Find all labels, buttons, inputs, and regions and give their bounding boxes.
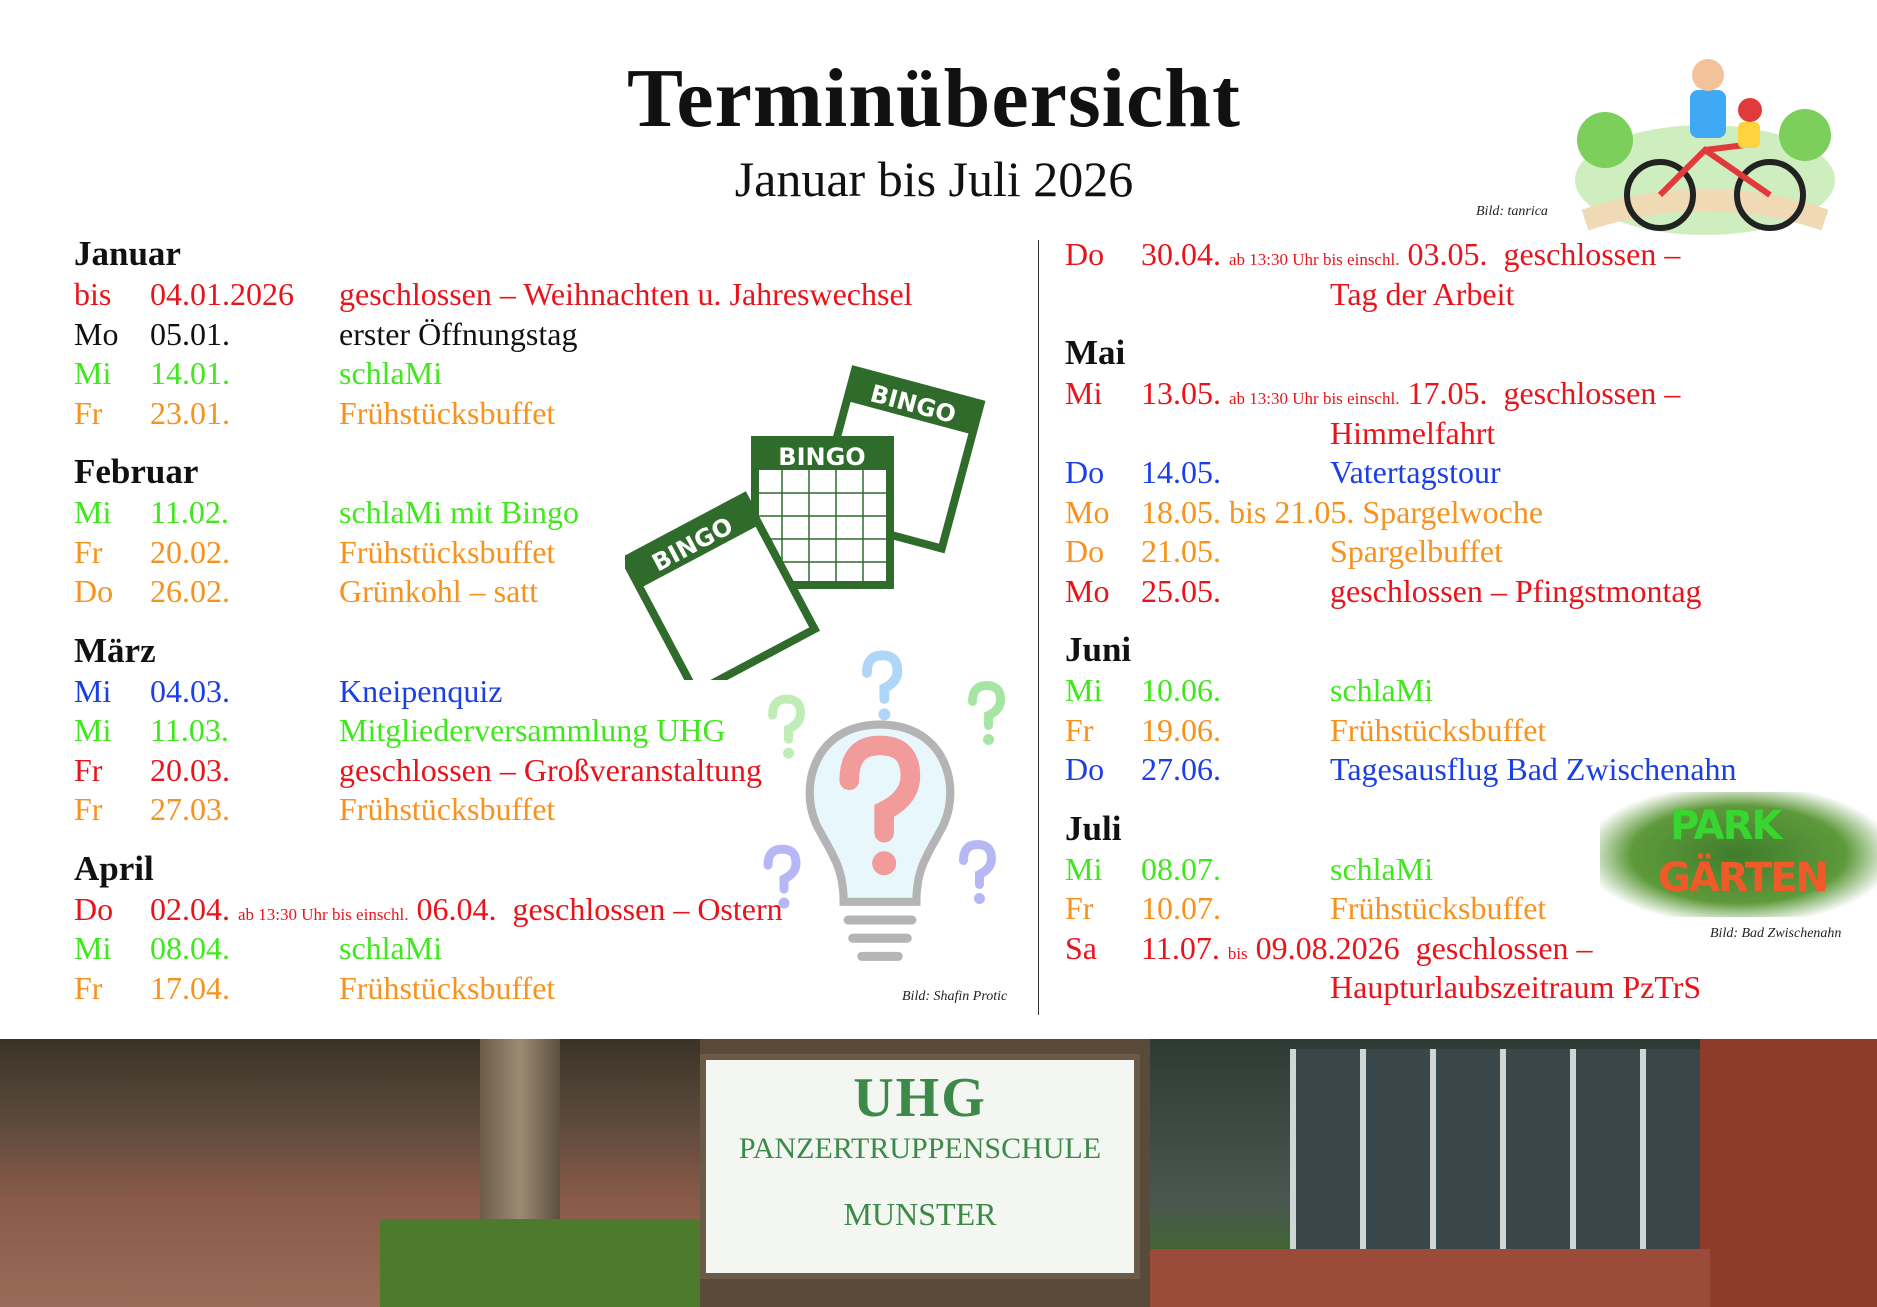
event-date: 14.05. — [1141, 454, 1221, 490]
event-date: 17.04. — [150, 969, 230, 1006]
bulb-credit: Bild: Shafin Protic — [902, 989, 1008, 1004]
event-weekday: Fr — [74, 751, 103, 788]
event-date: 19.06. — [1141, 711, 1221, 748]
event-title: erster Öffnungstag — [339, 315, 578, 352]
event-title: schlaMi — [1330, 850, 1434, 887]
event-row — [1065, 750, 1865, 790]
page-title: Terminübersicht — [627, 52, 1241, 145]
event-row — [1065, 532, 1865, 572]
event-date: 25.05. — [1141, 572, 1221, 609]
event-title: Frühstücksbuffet — [339, 791, 556, 827]
event-weekday: Mo — [1065, 572, 1110, 609]
event-weekday: Do — [1065, 454, 1105, 490]
event-date: 04.03. — [150, 672, 230, 709]
event-row-continuation — [1065, 414, 1865, 454]
event-row — [1065, 850, 1865, 890]
event-weekday: Mi — [74, 712, 112, 748]
event-date: 20.03. — [150, 751, 230, 788]
event-date: 30.04. — [1141, 236, 1221, 272]
event-date: 10.07. — [1141, 890, 1221, 926]
event-title-continued: Haupturlaubszeitraum PzTrS — [1330, 969, 1702, 1005]
event-weekday: Fr — [1065, 890, 1094, 926]
event-weekday: Mi — [74, 930, 112, 966]
event-date: 23.01. — [150, 394, 230, 431]
event-date: 04.01.2026 — [150, 276, 294, 312]
event-date: 21.05. — [1141, 533, 1221, 569]
event-row — [1065, 711, 1865, 751]
event-row — [1065, 671, 1865, 711]
event-title: schlaMi — [339, 355, 443, 391]
sign-line2: MUNSTER — [843, 1196, 997, 1232]
month-heading: April — [74, 848, 154, 888]
event-date: 13.05. — [1141, 375, 1221, 411]
event-title: Frühstücksbuffet — [339, 533, 556, 570]
event-title: Kneipenquiz — [339, 672, 503, 709]
event-row — [74, 929, 1034, 969]
event-row — [1065, 374, 1865, 414]
event-title: Vatertagstour — [1330, 454, 1501, 490]
event-row — [74, 890, 1034, 930]
park-word: PARK — [1670, 803, 1781, 849]
gaerten-word: GÄRTEN — [1658, 855, 1827, 901]
event-title: Spargelbuffet — [1330, 533, 1503, 569]
event-title: geschlossen – Weihnachten u. Jahreswechsel — [339, 276, 913, 312]
schedule-column-left — [74, 233, 1034, 1008]
event-date: 14.01. — [150, 355, 230, 391]
event-date-range — [150, 890, 783, 935]
event-weekday: Mi — [74, 355, 112, 391]
event-weekday: Mi — [74, 494, 112, 530]
event-row — [74, 790, 1034, 830]
event-end-date: 03.05. — [1407, 236, 1488, 272]
event-row — [74, 315, 1034, 355]
event-row — [74, 969, 1034, 1009]
event-row — [74, 493, 1034, 533]
event-date: 11.02. — [150, 494, 229, 530]
event-row — [1065, 572, 1865, 612]
event-row — [1065, 929, 1865, 969]
month-heading: März — [74, 630, 156, 670]
sign-line1: PANZERTRUPPENSCHULE — [738, 1132, 1102, 1165]
event-title: schlaMi mit Bingo — [339, 494, 579, 530]
event-time-note: ab 13:30 Uhr bis einschl. — [1229, 250, 1400, 269]
event-title: Frühstücksbuffet — [1330, 890, 1547, 926]
event-row — [1065, 235, 1865, 275]
event-weekday: Mi — [1065, 375, 1103, 411]
event-weekday: Mo — [74, 315, 119, 352]
event-row — [1065, 453, 1865, 493]
cyclist-credit: Bild: tanrica — [1476, 204, 1548, 219]
event-row — [74, 751, 1034, 791]
event-date-range — [1141, 929, 1593, 974]
event-date: 08.07. — [1141, 850, 1221, 887]
uhg-sign — [700, 1054, 1140, 1279]
event-time-note: ab 13:30 Uhr bis einschl. — [1229, 389, 1400, 408]
event-row — [74, 672, 1034, 712]
month-heading: Mai — [1065, 333, 1126, 372]
event-weekday: Mi — [1065, 672, 1103, 708]
event-end-date: 17.05. — [1407, 375, 1488, 411]
event-row — [74, 572, 1034, 612]
event-row — [1065, 889, 1865, 929]
event-time-note: ab 13:30 Uhr bis einschl. — [238, 904, 409, 924]
event-weekday: Mi — [1065, 850, 1103, 887]
event-title-continued: Tag der Arbeit — [1330, 275, 1515, 312]
event-title: geschlossen – Ostern — [512, 890, 783, 927]
event-title: geschlossen – Pfingstmontag — [1330, 572, 1702, 609]
event-row-continuation — [1065, 275, 1865, 315]
event-title: Frühstücksbuffet — [1330, 711, 1547, 748]
event-weekday: Do — [74, 890, 114, 927]
event-weekday: Do — [74, 573, 114, 609]
event-date: 08.04. — [150, 930, 230, 966]
event-weekday: Fr — [74, 791, 103, 827]
event-date: 05.01. — [150, 315, 230, 352]
event-weekday: Fr — [74, 394, 103, 431]
event-title-continued: Himmelfahrt — [1330, 414, 1496, 451]
event-date-range: 18.05. bis 21.05. Spargelwoche — [1141, 493, 1544, 530]
svg-text:BINGO: BINGO — [867, 379, 959, 430]
event-weekday: Fr — [74, 533, 103, 570]
building-photo — [0, 1039, 1877, 1307]
svg-text:BINGO: BINGO — [778, 443, 866, 471]
event-weekday: Do — [1065, 533, 1105, 569]
event-title: Frühstücksbuffet — [339, 969, 556, 1006]
column-divider — [1038, 240, 1039, 1015]
event-date: 20.02. — [150, 533, 230, 570]
event-title: Mitgliederversammlung UHG — [339, 712, 726, 748]
event-title: schlaMi — [1330, 672, 1434, 708]
event-row — [74, 354, 1034, 394]
event-weekday: bis — [74, 276, 112, 312]
event-weekday: Do — [1065, 751, 1105, 787]
cyclist-illustration — [1565, 30, 1845, 245]
event-time-note: bis — [1227, 943, 1248, 963]
park-credit: Bild: Bad Zwischenahn — [1710, 926, 1842, 941]
page-subtitle: Januar bis Juli 2026 — [734, 151, 1134, 207]
month-heading: Januar — [74, 234, 181, 273]
event-title: geschlossen – — [1503, 236, 1681, 272]
event-title: Tagesausflug Bad Zwischenahn — [1330, 751, 1737, 787]
event-title: geschlossen – Großveranstaltung — [339, 751, 763, 788]
event-title: schlaMi — [339, 930, 443, 966]
event-end-date: 09.08.2026 — [1255, 929, 1400, 966]
event-title: Grünkohl – satt — [339, 573, 539, 609]
event-weekday: Fr — [1065, 711, 1094, 748]
event-row — [74, 533, 1034, 573]
event-title: geschlossen – — [1503, 375, 1681, 411]
event-title: geschlossen – — [1415, 929, 1593, 966]
event-date: 11.03. — [150, 712, 229, 748]
event-row — [74, 275, 1034, 315]
event-row-continuation — [1065, 968, 1865, 1008]
event-date: 11.07. — [1141, 929, 1220, 966]
schedule-column-right — [1065, 235, 1865, 1008]
sign-title: UHG — [853, 1067, 987, 1129]
month-heading: Februar — [74, 452, 199, 491]
month-heading: Juni — [1065, 630, 1132, 669]
event-row — [74, 394, 1034, 434]
event-weekday: Fr — [74, 969, 103, 1006]
month-heading: Juli — [1065, 808, 1122, 848]
event-title: Frühstücksbuffet — [339, 394, 556, 431]
event-end-date: 06.04. — [416, 890, 497, 927]
event-date: 26.02. — [150, 573, 230, 609]
event-date: 10.06. — [1141, 672, 1221, 708]
event-weekday: Mo — [1065, 493, 1110, 530]
event-date: 02.04. — [150, 890, 230, 927]
event-date: 27.03. — [150, 791, 230, 827]
event-row — [74, 711, 1034, 751]
event-weekday: Do — [1065, 236, 1105, 272]
event-date-range — [1141, 374, 1680, 419]
event-weekday: Mi — [74, 672, 112, 709]
event-date-range — [1141, 235, 1680, 280]
svg-text:BINGO: BINGO — [647, 511, 738, 578]
event-date: 27.06. — [1141, 751, 1221, 787]
event-row — [1065, 493, 1865, 533]
event-weekday: Sa — [1065, 929, 1097, 966]
